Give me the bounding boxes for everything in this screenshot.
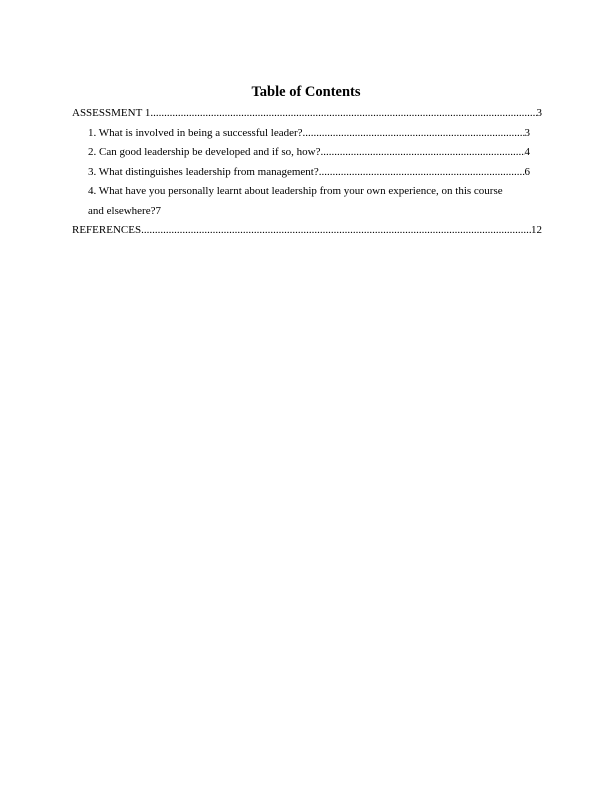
toc-page-number: 4 [524, 146, 530, 158]
dot-leader [150, 104, 536, 124]
dot-leader [303, 124, 525, 144]
toc-entry-references[interactable] [72, 221, 542, 241]
dot-leader [320, 143, 524, 163]
toc-entry-question-2[interactable] [72, 143, 542, 163]
toc-entry-question-4[interactable] [72, 182, 542, 221]
dot-leader [141, 221, 531, 241]
toc-heading: Table of Contents [251, 84, 361, 100]
toc-entry-label-line-2: and elsewhere? [88, 204, 156, 217]
toc-page-number: 6 [524, 165, 530, 178]
toc-page-number: 3 [536, 107, 542, 119]
toc-entry-label: 3. What distinguishes leadership from management? [88, 165, 319, 178]
dot-leader [319, 163, 525, 183]
table-of-contents [72, 104, 542, 241]
toc-page-number: 7 [155, 204, 161, 217]
toc-entry-label: ASSESSMENT 1 [72, 107, 151, 119]
toc-entry-question-1[interactable] [72, 124, 542, 144]
toc-entry-assessment-1[interactable] [72, 104, 542, 124]
toc-entry-label-line-1: 4. What have you personally learnt about leadership from your own experience, on this course [88, 185, 503, 197]
toc-entry-label: 1. What is involved in being a successful leader? [88, 126, 303, 139]
toc-page-number: 3 [524, 126, 530, 139]
toc-page-number: 12 [531, 224, 542, 236]
toc-entry-question-3[interactable] [72, 163, 542, 183]
toc-entry-label: REFERENCES [72, 224, 142, 236]
toc-entry-label-line-2-row [88, 202, 542, 222]
toc-entry-label: 2. Can good leadership be developed and if so, how? [88, 146, 321, 158]
